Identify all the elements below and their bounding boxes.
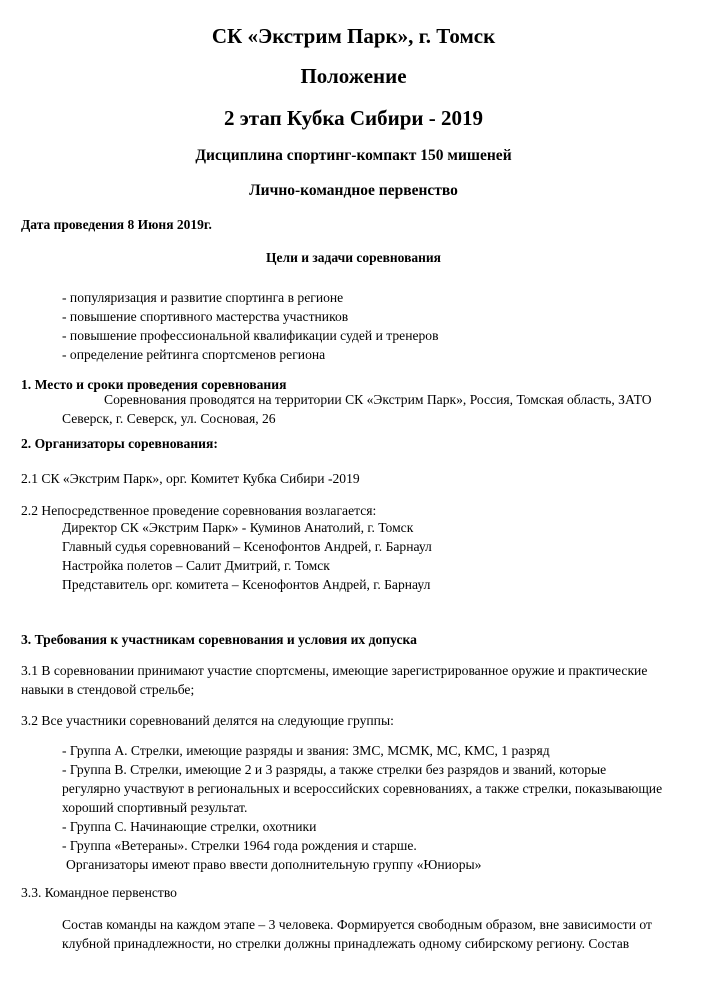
group-line: хороший спортивный результат.	[62, 800, 248, 815]
staff-line: Настройка полетов – Салит Дмитрий, г. Томск	[62, 558, 330, 573]
group-line: - Группа С. Начинающие стрелки, охотники	[62, 819, 317, 834]
staff-line: Главный судья соревнований – Ксенофонтов Андрей, г. Барнаул	[62, 539, 432, 554]
group-line: - Группа «Ветераны». Стрелки 1964 года рождения и старше.	[62, 838, 417, 853]
goal-item: - популяризация и развитие спортинга в регионе	[62, 290, 344, 305]
staff-line: Директор СК «Экстрим Парк» - Куминов Анатолий, г. Томск	[62, 520, 414, 535]
championship-title: Лично-командное первенство	[249, 182, 458, 199]
section-1-heading: 1. Место и сроки проведения соревнования	[21, 377, 287, 392]
event-date: Дата проведения 8 Июня 2019г.	[21, 217, 212, 232]
goal-item: - повышение профессиональной квалификации судей и тренеров	[62, 328, 439, 343]
group-line: регулярно участвуют в региональных и всероссийских соревнованиях, а также стрелки, показывающие	[62, 781, 663, 796]
goal-item: - определение рейтинга спортсменов региона	[62, 347, 326, 362]
section-2-heading: 2. Организаторы соревнования:	[21, 436, 218, 451]
group-line: Организаторы имеют право ввести дополнительную группу «Юниоры»	[66, 857, 482, 872]
group-line: - Группа А. Стрелки, имеющие разряды и звания: ЗМС, МСМК, МС, КМС, 1 разряд	[62, 743, 550, 758]
section-2-2-text: 2.2 Непосредственное проведение соревнования возлагается:	[21, 503, 377, 518]
document-type: Положение	[300, 64, 407, 88]
section-1-text: Соревнования проводятся на территории СК «Экстрим Парк», Россия, Томская область, ЗАТО	[104, 392, 652, 407]
section-3-1-text: 3.1 В соревновании принимают участие спортсмены, имеющие зарегистрированное оружие и практические	[21, 663, 648, 678]
section-3-2-text: 3.2 Все участники соревнований делятся на следующие группы:	[21, 713, 394, 728]
section-3-3-text: 3.3. Командное первенство	[21, 885, 177, 900]
goal-item: - повышение спортивного мастерства участников	[62, 309, 349, 324]
section-3-heading: 3. Требования к участникам соревнования и условия их допуска	[21, 632, 417, 647]
section-2-1-text: 2.1 СК «Экстрим Парк», орг. Комитет Кубка Сибири -2019	[21, 471, 360, 486]
section-3-1-text: навыки в стендовой стрельбе;	[21, 682, 195, 697]
staff-line: Представитель орг. комитета – Ксенофонтов Андрей, г. Барнаул	[62, 577, 431, 592]
event-title: 2 этап Кубка Сибири - 2019	[223, 106, 484, 130]
group-line: - Группа В. Стрелки, имеющие 2 и 3 разряды, а также стрелки без разрядов и званий, которые	[62, 762, 607, 777]
goals-heading: Цели и задачи соревнования	[266, 250, 441, 265]
team-text: Состав команды на каждом этапе – 3 человека. Формируется свободным образом, вне зависимости от	[62, 917, 652, 932]
club-title: СК «Экстрим Парк», г. Томск	[211, 24, 496, 48]
section-1-text: Северск, г. Северск, ул. Сосновая, 26	[62, 411, 276, 426]
discipline-title: Дисциплина спортинг-компакт 150 мишеней	[195, 147, 512, 164]
team-text: клубной принадлежности, но стрелки должны принадлежать одному сибирскому региону. Состав	[62, 936, 630, 951]
